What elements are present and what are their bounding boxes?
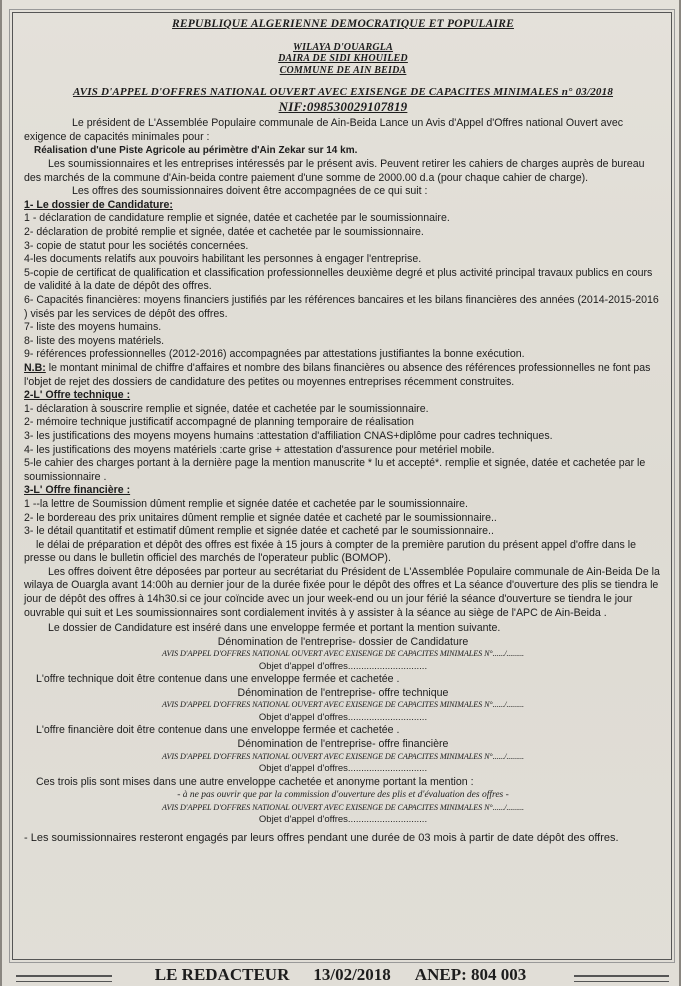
objet-mention: Objet d'appel d'offres..............................: [258, 814, 428, 826]
list-item: 7- liste des moyens humains.: [24, 321, 162, 334]
list-item: 4- les justifications des moyens matériels :carte grise + attestation d'assurence pour metériel mobile.: [24, 443, 495, 456]
nb-label: N.B:: [24, 361, 46, 374]
avis-mention: AVIS D'APPEL D'OFFRES NATIONAL OUVERT AVEC EXISENGE DE CAPACITES MINIMALES N°....../.........: [162, 802, 524, 812]
nb-note: [24, 362, 662, 389]
objet-mention: Objet d'appel d'offres..............................: [258, 711, 428, 723]
list-item: 3- les justifications des moyens moyens humains :attestation d'affiliation CNAS+diplôme pour cadres techniques.: [24, 429, 553, 442]
retrait-paragraph: Les soumissionnaires et les entreprises intéressés par le présent avis. Peuvent retirer les cahiers de charges auprès de bureau des marchés de la commune d'Ain-beida contre paiement d'une somme de 2000.00 d.a (pour chaque cahier de charge).: [24, 158, 645, 184]
avis-mention: AVIS D'APPEL D'OFFRES NATIONAL OUVERT AVEC EXISENGE DE CAPACITES MINIMALES N°....../.........: [162, 751, 524, 761]
candidature-envelope-name: Dénomination de l'entreprise- dossier de Candidature: [217, 635, 469, 648]
list-item: 2- le bordereau des prix unitaires dûment remplie et signée datée et cacheté par le soumissionnaire..: [24, 511, 497, 524]
redacteur-label: LE REDACTEUR: [154, 965, 290, 984]
ne-pas-ouvrir-mention: - à ne pas ouvrir que par la commission d'ouverture des plis et d'évaluation des offres -: [177, 790, 509, 801]
avis-mention: AVIS D'APPEL D'OFFRES NATIONAL OUVERT AVEC EXISENGE DE CAPACITES MINIMALES N°....../.........: [162, 649, 524, 659]
publication-date: 13/02/2018: [313, 965, 391, 984]
technique-envelope-intro: L'offre technique doit être contenue dans une enveloppe fermée et cachetée .: [36, 673, 400, 686]
financiere-envelope-intro: L'offre financière doit être contenue dans une enveloppe fermée et cachetée .: [36, 724, 400, 737]
list-item: 6- Capacités financières: moyens financiers justifiés par les références bancaires et les bilans financières des années (2014-2015-2016 ) visés par les services de dépôt des offres.: [24, 294, 659, 320]
list-item: 5-copie de certificat de qualification et classification professionnelles deuxième degré et plus activité principal travaux publics en cours de validité à la date de dépôt des offres.: [24, 266, 653, 293]
section-title: 3-L' Offre financière :: [24, 484, 131, 497]
notice-content: [24, 18, 662, 845]
closing-paragraph: - Les soumissionnaires resteront engagés par leurs offres pendant une durée de 03 mois à partir de date dépôt des offres.: [24, 831, 619, 844]
list-item: 1 --la lettre de Soumission dûment remplie et signée datée et cachetée par le soumissionnaire.: [24, 497, 469, 510]
republic-title: REPUBLIQUE ALGERIENNE DEMOCRATIQUE ET POPULAIRE: [172, 18, 514, 30]
list-item: 3- copie de statut pour les sociétés concernées.: [24, 239, 249, 252]
list-item: 2- déclaration de probité remplie et signée, datée et cachetée par le soumissionnaire.: [24, 226, 424, 239]
envelope-instructions: [24, 622, 662, 826]
list-item: 1- déclaration à souscrire remplie et signée, datée et cachetée par le soumissionnaire.: [24, 402, 429, 415]
depot-paragraph: Les offres doivent être déposées par porteur au secrétariat du Président de L'Assemblée Populaire communale de Ain-Beida De la wilaya de Ouargla avant 14:00h au dernier jour de la durée fixée pour le dépôt des offres et La séance d'ouverture des plis se tiendra le jour de dépôt des offres à 14h30.si ce jour coïncide avec un jour week-end ou un jour férié la séance d'ouverture se tiendra le jour ouvrable qui suit et Les soumissionnaires sont cordialement invités à y assister à la séance au siège de l'APC de Ain-Beida .: [24, 565, 660, 619]
list-item: 4-les documents relatifs aux pouvoirs habilitant les personnes à engager l'entreprise.: [24, 253, 422, 266]
list-item: 9- références professionnelles (2012-2016) accompagnées par attestations justifiantes la bonne exécution.: [24, 348, 525, 361]
list-item: 1 - déclaration de candidature remplie et signée, datée et cachetée par le soumissionnaire.: [24, 212, 450, 225]
section-title: 1- Le dossier de Candidature:: [24, 198, 173, 211]
section-title: 2-L' Offre technique :: [24, 389, 131, 402]
project-title: Réalisation d'une Piste Agricole au périmètre d'Ain Zekar sur 14 km.: [34, 145, 358, 157]
list-item: 3- le détail quantitatif et estimatif dûment remplie et signée datée et cacheté par le soumissionnaire..: [24, 525, 494, 538]
list-item: 2- mémoire technique justificatif accompagné de planning temporaire de réalisation: [24, 416, 414, 429]
intro-paragraph: Le président de L'Assemblée Populaire communale de Ain-Beida Lance un Avis d'Appel d'Offres national Ouvert avec exigence de capacités minimales pour :: [24, 117, 624, 143]
financiere-envelope-name: Dénomination de l'entreprise- offre financière: [237, 738, 449, 751]
anep-number: ANEP: 804 003: [414, 965, 527, 984]
section-candidature: [24, 199, 662, 389]
wilaya-line: WILAYA D'OUARGLA: [293, 41, 393, 53]
list-item: 8- liste des moyens matériels.: [24, 334, 165, 347]
three-plis-paragraph: Ces trois plis sont mises dans une autre enveloppe cachetée et anonyme portant la mention :: [36, 775, 474, 788]
daira-line: DAIRA DE SIDI KHOUILED: [278, 53, 408, 65]
footer: [2, 964, 679, 986]
avis-mention: AVIS D'APPEL D'OFFRES NATIONAL OUVERT AVEC EXISENGE DE CAPACITES MINIMALES N°....../.........: [162, 700, 524, 710]
nif-number: NIF:098530029107819: [278, 98, 408, 114]
nb-text: le montant minimal de chiffre d'affaires et nombre des bilans financières ou absence des références professionnelles ne font pas l'objet de rejet des dossiers de candidature des petites ou moyennes entreprises récemment construites.: [24, 361, 651, 388]
section-offre-financiere: [24, 484, 662, 538]
objet-mention: Objet d'appel d'offres..............................: [258, 763, 428, 775]
technique-envelope-name: Dénomination de l'entreprise- offre technique: [237, 686, 449, 699]
candidature-envelope-intro: Le dossier de Candidature est inséré dans une enveloppe fermée et portant la mention suivante.: [48, 622, 501, 635]
delai-paragraph: le délai de préparation et dépôt des offres est fixée à 15 jours à compter de la première parution du présent appel d'offre dans le presse ou dans le bulletin officiel des marchés de l'operateur public (BOMOP).: [24, 538, 636, 565]
objet-mention: Objet d'appel d'offres..............................: [258, 660, 428, 672]
commune-line: COMMUNE DE AIN BEIDA: [279, 64, 407, 76]
accompagnement-paragraph: Les offres des soumissionnaires doivent être accompagnées de ce qui suit :: [72, 185, 428, 198]
list-item: 5-le cahier des charges portant à la dernière page la mention manuscrite * lu et accepté*. remplie et signée, datée et cachetée par le soumissionnaire .: [24, 457, 646, 483]
avis-title: AVIS D'APPEL D'OFFRES NATIONAL OUVERT AVEC EXISENGE DE CAPACITES MINIMALES n° 03/2018: [72, 86, 614, 99]
section-offre-technique: [24, 389, 662, 484]
